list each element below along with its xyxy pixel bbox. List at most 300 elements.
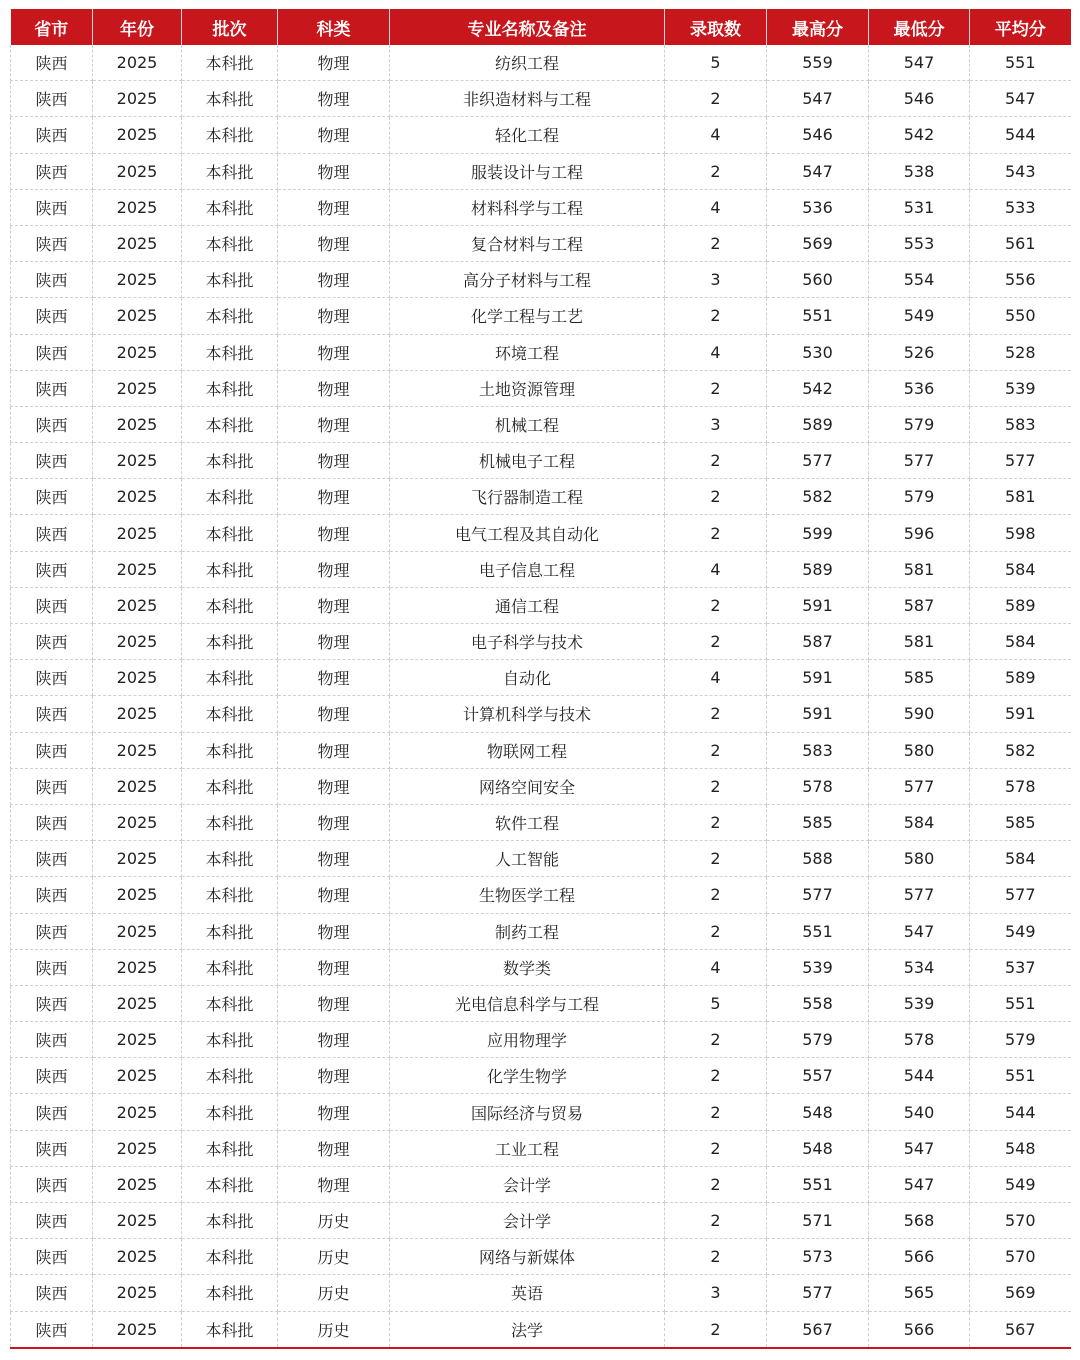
province-cell: 陕西 [11,913,93,949]
admitted-cell: 2 [665,479,767,515]
year-cell: 2025 [93,262,182,298]
admitted-cell: 2 [665,1058,767,1094]
avg-score-cell: 577 [970,877,1071,913]
min-score-cell: 578 [869,1022,970,1058]
batch-cell: 本科批 [182,841,278,877]
year-cell: 2025 [93,406,182,442]
table-row [11,1275,1071,1311]
admitted-cell: 2 [665,1311,767,1348]
province-cell: 陕西 [11,298,93,334]
min-score-cell: 566 [869,1239,970,1275]
table-row [11,117,1071,153]
header-year: 年份 [93,9,182,45]
batch-cell: 本科批 [182,117,278,153]
max-score-cell: 591 [767,660,869,696]
major-cell: 非织造材料与工程 [390,81,665,117]
admitted-cell: 5 [665,985,767,1021]
major-cell: 法学 [390,1311,665,1348]
year-cell: 2025 [93,1130,182,1166]
avg-score-cell: 543 [970,153,1071,189]
subject-cell: 物理 [278,45,390,81]
avg-score-cell: 551 [970,45,1071,81]
min-score-cell: 553 [869,225,970,261]
subject-cell: 物理 [278,370,390,406]
province-cell: 陕西 [11,81,93,117]
batch-cell: 本科批 [182,443,278,479]
batch-cell: 本科批 [182,1275,278,1311]
max-score-cell: 578 [767,768,869,804]
max-score-cell: 569 [767,225,869,261]
province-cell: 陕西 [11,624,93,660]
max-score-cell: 579 [767,1022,869,1058]
batch-cell: 本科批 [182,1022,278,1058]
table-row [11,298,1071,334]
year-cell: 2025 [93,985,182,1021]
min-score-cell: 549 [869,298,970,334]
avg-score-cell: 544 [970,1094,1071,1130]
province-cell: 陕西 [11,1166,93,1202]
min-score-cell: 577 [869,443,970,479]
major-cell: 应用物理学 [390,1022,665,1058]
major-cell: 机械工程 [390,406,665,442]
province-cell: 陕西 [11,696,93,732]
batch-cell: 本科批 [182,877,278,913]
admitted-cell: 2 [665,624,767,660]
avg-score-cell: 583 [970,406,1071,442]
table-row [11,1094,1071,1130]
table-row [11,406,1071,442]
admitted-cell: 2 [665,515,767,551]
province-cell: 陕西 [11,1130,93,1166]
subject-cell: 物理 [278,189,390,225]
header-batch: 批次 [182,9,278,45]
batch-cell: 本科批 [182,1311,278,1348]
batch-cell: 本科批 [182,45,278,81]
major-cell: 人工智能 [390,841,665,877]
admitted-cell: 3 [665,406,767,442]
subject-cell: 物理 [278,804,390,840]
table-row [11,696,1071,732]
table-row [11,551,1071,587]
avg-score-cell: 549 [970,1166,1071,1202]
province-cell: 陕西 [11,1239,93,1275]
min-score-cell: 584 [869,804,970,840]
avg-score-cell: 581 [970,479,1071,515]
avg-score-cell: 567 [970,1311,1071,1348]
batch-cell: 本科批 [182,1094,278,1130]
min-score-cell: 538 [869,153,970,189]
max-score-cell: 548 [767,1130,869,1166]
year-cell: 2025 [93,1166,182,1202]
admitted-cell: 4 [665,949,767,985]
subject-cell: 物理 [278,334,390,370]
table-row [11,841,1071,877]
subject-cell: 物理 [278,1094,390,1130]
major-cell: 光电信息科学与工程 [390,985,665,1021]
year-cell: 2025 [93,334,182,370]
batch-cell: 本科批 [182,1203,278,1239]
batch-cell: 本科批 [182,696,278,732]
max-score-cell: 585 [767,804,869,840]
admitted-cell: 2 [665,841,767,877]
min-score-cell: 587 [869,587,970,623]
subject-cell: 物理 [278,1022,390,1058]
avg-score-cell: 549 [970,913,1071,949]
batch-cell: 本科批 [182,624,278,660]
max-score-cell: 560 [767,262,869,298]
admitted-cell: 2 [665,877,767,913]
subject-cell: 物理 [278,81,390,117]
year-cell: 2025 [93,370,182,406]
subject-cell: 物理 [278,262,390,298]
subject-cell: 历史 [278,1275,390,1311]
table-row [11,804,1071,840]
admission-table [10,9,1071,1349]
major-cell: 网络与新媒体 [390,1239,665,1275]
year-cell: 2025 [93,443,182,479]
major-cell: 制药工程 [390,913,665,949]
max-score-cell: 559 [767,45,869,81]
avg-score-cell: 551 [970,1058,1071,1094]
table-row [11,660,1071,696]
avg-score-cell: 570 [970,1203,1071,1239]
avg-score-cell: 570 [970,1239,1071,1275]
subject-cell: 物理 [278,153,390,189]
header-min-score: 最低分 [869,9,970,45]
min-score-cell: 531 [869,189,970,225]
province-cell: 陕西 [11,153,93,189]
avg-score-cell: 528 [970,334,1071,370]
max-score-cell: 589 [767,406,869,442]
batch-cell: 本科批 [182,1130,278,1166]
major-cell: 土地资源管理 [390,370,665,406]
province-cell: 陕西 [11,949,93,985]
admitted-cell: 2 [665,443,767,479]
batch-cell: 本科批 [182,334,278,370]
major-cell: 化学生物学 [390,1058,665,1094]
province-cell: 陕西 [11,406,93,442]
province-cell: 陕西 [11,768,93,804]
year-cell: 2025 [93,624,182,660]
major-cell: 工业工程 [390,1130,665,1166]
max-score-cell: 589 [767,551,869,587]
major-cell: 复合材料与工程 [390,225,665,261]
admitted-cell: 4 [665,551,767,587]
max-score-cell: 558 [767,985,869,1021]
major-cell: 纺织工程 [390,45,665,81]
min-score-cell: 577 [869,877,970,913]
max-score-cell: 530 [767,334,869,370]
major-cell: 生物医学工程 [390,877,665,913]
batch-cell: 本科批 [182,262,278,298]
subject-cell: 历史 [278,1239,390,1275]
admitted-cell: 2 [665,1203,767,1239]
avg-score-cell: 589 [970,660,1071,696]
year-cell: 2025 [93,841,182,877]
year-cell: 2025 [93,1058,182,1094]
min-score-cell: 581 [869,624,970,660]
table-row [11,443,1071,479]
province-cell: 陕西 [11,660,93,696]
max-score-cell: 588 [767,841,869,877]
year-cell: 2025 [93,696,182,732]
province-cell: 陕西 [11,45,93,81]
year-cell: 2025 [93,515,182,551]
min-score-cell: 579 [869,406,970,442]
admitted-cell: 4 [665,660,767,696]
header-admitted: 录取数 [665,9,767,45]
major-cell: 自动化 [390,660,665,696]
avg-score-cell: 589 [970,587,1071,623]
max-score-cell: 573 [767,1239,869,1275]
table-row [11,81,1071,117]
table-row [11,768,1071,804]
admitted-cell: 5 [665,45,767,81]
batch-cell: 本科批 [182,225,278,261]
table-row [11,1058,1071,1094]
admitted-cell: 2 [665,1166,767,1202]
subject-cell: 物理 [278,479,390,515]
year-cell: 2025 [93,587,182,623]
max-score-cell: 536 [767,189,869,225]
table-row [11,189,1071,225]
table-row [11,479,1071,515]
max-score-cell: 571 [767,1203,869,1239]
province-cell: 陕西 [11,1022,93,1058]
avg-score-cell: 551 [970,985,1071,1021]
admitted-cell: 2 [665,370,767,406]
batch-cell: 本科批 [182,153,278,189]
province-cell: 陕西 [11,515,93,551]
admitted-cell: 3 [665,262,767,298]
subject-cell: 物理 [278,877,390,913]
province-cell: 陕西 [11,877,93,913]
min-score-cell: 546 [869,81,970,117]
avg-score-cell: 548 [970,1130,1071,1166]
admission-table-container [10,9,1070,1349]
table-row [11,732,1071,768]
subject-cell: 物理 [278,1130,390,1166]
batch-cell: 本科批 [182,985,278,1021]
year-cell: 2025 [93,225,182,261]
avg-score-cell: 539 [970,370,1071,406]
avg-score-cell: 577 [970,443,1071,479]
year-cell: 2025 [93,732,182,768]
subject-cell: 物理 [278,624,390,660]
table-row [11,1022,1071,1058]
batch-cell: 本科批 [182,732,278,768]
subject-cell: 物理 [278,768,390,804]
major-cell: 高分子材料与工程 [390,262,665,298]
avg-score-cell: 569 [970,1275,1071,1311]
batch-cell: 本科批 [182,479,278,515]
max-score-cell: 551 [767,298,869,334]
major-cell: 网络空间安全 [390,768,665,804]
subject-cell: 物理 [278,949,390,985]
province-cell: 陕西 [11,732,93,768]
min-score-cell: 554 [869,262,970,298]
major-cell: 电气工程及其自动化 [390,515,665,551]
year-cell: 2025 [93,1239,182,1275]
province-cell: 陕西 [11,225,93,261]
province-cell: 陕西 [11,370,93,406]
min-score-cell: 566 [869,1311,970,1348]
batch-cell: 本科批 [182,406,278,442]
min-score-cell: 539 [869,985,970,1021]
subject-cell: 历史 [278,1203,390,1239]
major-cell: 电子信息工程 [390,551,665,587]
batch-cell: 本科批 [182,370,278,406]
min-score-cell: 580 [869,841,970,877]
avg-score-cell: 537 [970,949,1071,985]
avg-score-cell: 584 [970,624,1071,660]
batch-cell: 本科批 [182,768,278,804]
admitted-cell: 2 [665,1239,767,1275]
header-avg-score: 平均分 [970,9,1071,45]
max-score-cell: 551 [767,1166,869,1202]
table-row [11,1311,1071,1348]
min-score-cell: 568 [869,1203,970,1239]
avg-score-cell: 556 [970,262,1071,298]
province-cell: 陕西 [11,479,93,515]
admitted-cell: 2 [665,804,767,840]
year-cell: 2025 [93,81,182,117]
subject-cell: 物理 [278,551,390,587]
admitted-cell: 2 [665,298,767,334]
min-score-cell: 536 [869,370,970,406]
province-cell: 陕西 [11,1311,93,1348]
province-cell: 陕西 [11,1203,93,1239]
year-cell: 2025 [93,660,182,696]
batch-cell: 本科批 [182,587,278,623]
avg-score-cell: 578 [970,768,1071,804]
avg-score-cell: 584 [970,841,1071,877]
avg-score-cell: 591 [970,696,1071,732]
max-score-cell: 567 [767,1311,869,1348]
max-score-cell: 548 [767,1094,869,1130]
max-score-cell: 551 [767,913,869,949]
max-score-cell: 547 [767,153,869,189]
avg-score-cell: 533 [970,189,1071,225]
province-cell: 陕西 [11,1094,93,1130]
admitted-cell: 2 [665,1094,767,1130]
subject-cell: 物理 [278,1058,390,1094]
max-score-cell: 591 [767,587,869,623]
max-score-cell: 599 [767,515,869,551]
major-cell: 英语 [390,1275,665,1311]
admitted-cell: 2 [665,1022,767,1058]
year-cell: 2025 [93,117,182,153]
avg-score-cell: 550 [970,298,1071,334]
table-body [11,45,1071,1348]
subject-cell: 物理 [278,587,390,623]
admitted-cell: 2 [665,587,767,623]
province-cell: 陕西 [11,443,93,479]
major-cell: 软件工程 [390,804,665,840]
min-score-cell: 547 [869,1130,970,1166]
province-cell: 陕西 [11,189,93,225]
batch-cell: 本科批 [182,1239,278,1275]
max-score-cell: 557 [767,1058,869,1094]
batch-cell: 本科批 [182,1166,278,1202]
major-cell: 会计学 [390,1203,665,1239]
year-cell: 2025 [93,45,182,81]
min-score-cell: 547 [869,45,970,81]
subject-cell: 物理 [278,225,390,261]
major-cell: 物联网工程 [390,732,665,768]
major-cell: 会计学 [390,1166,665,1202]
admitted-cell: 4 [665,189,767,225]
batch-cell: 本科批 [182,913,278,949]
table-row [11,45,1071,81]
major-cell: 服装设计与工程 [390,153,665,189]
major-cell: 通信工程 [390,587,665,623]
table-row [11,624,1071,660]
max-score-cell: 542 [767,370,869,406]
major-cell: 飞行器制造工程 [390,479,665,515]
year-cell: 2025 [93,1275,182,1311]
subject-cell: 物理 [278,1166,390,1202]
table-row [11,153,1071,189]
batch-cell: 本科批 [182,515,278,551]
batch-cell: 本科批 [182,949,278,985]
header-subject: 科类 [278,9,390,45]
major-cell: 计算机科学与技术 [390,696,665,732]
max-score-cell: 587 [767,624,869,660]
year-cell: 2025 [93,298,182,334]
max-score-cell: 546 [767,117,869,153]
min-score-cell: 526 [869,334,970,370]
province-cell: 陕西 [11,551,93,587]
year-cell: 2025 [93,153,182,189]
avg-score-cell: 579 [970,1022,1071,1058]
admitted-cell: 2 [665,81,767,117]
major-cell: 化学工程与工艺 [390,298,665,334]
province-cell: 陕西 [11,117,93,153]
batch-cell: 本科批 [182,189,278,225]
avg-score-cell: 584 [970,551,1071,587]
subject-cell: 物理 [278,696,390,732]
batch-cell: 本科批 [182,81,278,117]
batch-cell: 本科批 [182,298,278,334]
min-score-cell: 585 [869,660,970,696]
province-cell: 陕西 [11,804,93,840]
subject-cell: 物理 [278,985,390,1021]
year-cell: 2025 [93,551,182,587]
max-score-cell: 547 [767,81,869,117]
table-row [11,587,1071,623]
province-cell: 陕西 [11,841,93,877]
table-row [11,877,1071,913]
table-row [11,334,1071,370]
avg-score-cell: 582 [970,732,1071,768]
min-score-cell: 580 [869,732,970,768]
min-score-cell: 544 [869,1058,970,1094]
avg-score-cell: 561 [970,225,1071,261]
min-score-cell: 590 [869,696,970,732]
admitted-cell: 2 [665,225,767,261]
max-score-cell: 583 [767,732,869,768]
province-cell: 陕西 [11,262,93,298]
admitted-cell: 4 [665,117,767,153]
table-row [11,1239,1071,1275]
major-cell: 国际经济与贸易 [390,1094,665,1130]
min-score-cell: 542 [869,117,970,153]
table-row [11,985,1071,1021]
year-cell: 2025 [93,189,182,225]
header-major: 专业名称及备注 [390,9,665,45]
subject-cell: 物理 [278,913,390,949]
